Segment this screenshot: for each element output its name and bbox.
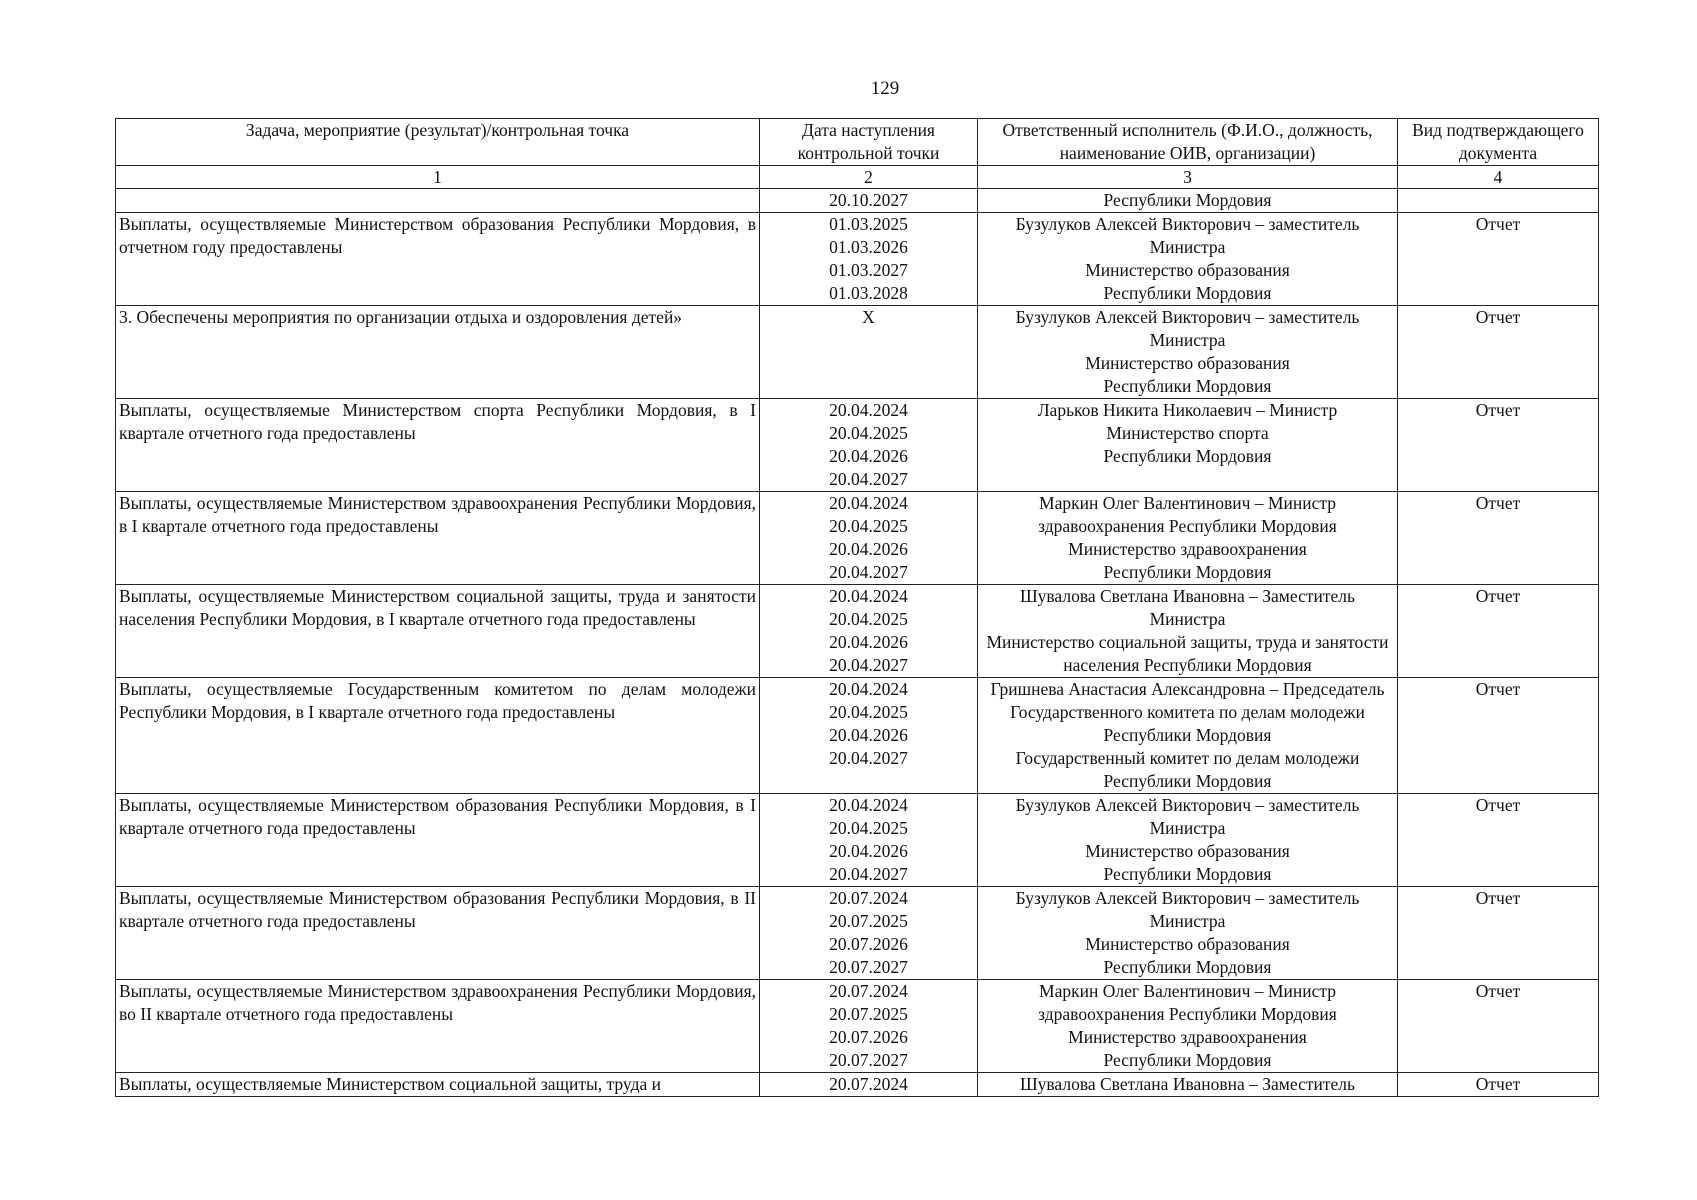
table-row: [116, 189, 1599, 213]
checkpoint-date: 20.04.2027: [829, 864, 908, 884]
checkpoint-date: 01.03.2028: [829, 283, 908, 303]
date-cell: [760, 189, 978, 213]
responsible-cell: [978, 585, 1398, 678]
responsible-line: Министерство образования: [1085, 353, 1290, 373]
responsible-line: Республики Мордовия: [1103, 864, 1272, 884]
responsible-cell: [978, 189, 1398, 213]
checkpoint-date: 20.04.2024: [829, 795, 908, 815]
column-number: 2: [760, 166, 978, 189]
task-cell: Выплаты, осуществляемые Министерством здравоохранения Республики Мордовия, во II квартале отчетного года предоставлены: [116, 980, 760, 1073]
responsible-line: Бузулуков Алексей Викторович – заместитель Министра: [1015, 795, 1360, 838]
header-date: Дата наступления контрольной точки: [760, 119, 978, 166]
checkpoint-date: 20.04.2025: [829, 423, 908, 443]
responsible-line: Министерство спорта: [1106, 423, 1269, 443]
responsible-cell: [978, 678, 1398, 794]
task-cell: Выплаты, осуществляемые Министерством социальной защиты, труда и занятости населения Республики Мордовия, в I квартале отчетного года предоставлены: [116, 585, 760, 678]
responsible-cell: [978, 887, 1398, 980]
checkpoint-date: 20.04.2026: [829, 632, 908, 652]
responsible-line: Республики Мордовия: [1103, 283, 1272, 303]
task-cell: Выплаты, осуществляемые Министерством спорта Республики Мордовия, в I квартале отчетного года предоставлены: [116, 399, 760, 492]
task-cell: [116, 189, 760, 213]
checkpoint-date: 20.04.2026: [829, 446, 908, 466]
page-number: 129: [870, 78, 900, 99]
column-number: 3: [978, 166, 1398, 189]
responsible-line: Министерство образования: [1085, 934, 1290, 954]
checkpoint-date: 20.04.2024: [829, 400, 908, 420]
table-header-row: [116, 119, 1599, 166]
document-type-cell: Отчет: [1398, 585, 1599, 678]
responsible-cell: [978, 980, 1398, 1073]
checkpoint-date: 20.04.2025: [829, 702, 908, 722]
table-row: [116, 213, 1599, 306]
checkpoint-date: 20.07.2027: [829, 1050, 908, 1070]
responsible-line: Бузулуков Алексей Викторович – заместитель Министра: [1015, 307, 1360, 350]
checkpoint-date: 20.04.2027: [829, 562, 908, 582]
header-document: Вид подтверждающего документа: [1398, 119, 1599, 166]
checkpoint-date: 20.07.2024: [829, 888, 908, 908]
checkpoint-date: 01.03.2026: [829, 237, 908, 257]
checkpoint-date: 20.04.2025: [829, 516, 908, 536]
table-row: [116, 1073, 1599, 1097]
date-cell: [760, 1073, 978, 1097]
responsible-line: Республики Мордовия: [1103, 446, 1272, 466]
checkpoint-date: 20.07.2026: [829, 1027, 908, 1047]
column-number: 4: [1398, 166, 1599, 189]
responsible-line: Бузулуков Алексей Викторович – заместитель Министра: [1015, 214, 1360, 257]
date-cell: [760, 794, 978, 887]
table-row: [116, 980, 1599, 1073]
responsible-line: Республики Мордовия: [1103, 562, 1272, 582]
document-type-cell: Отчет: [1398, 306, 1599, 399]
checkpoint-date: 01.03.2025: [829, 214, 908, 234]
document-type-cell: Отчет: [1398, 213, 1599, 306]
responsible-line: Республики Мордовия: [1103, 376, 1272, 396]
checkpoint-date: 20.04.2024: [829, 493, 908, 513]
checkpoint-date: 20.04.2024: [829, 679, 908, 699]
responsible-line: Республики Мордовия: [1103, 1050, 1272, 1070]
task-cell: Выплаты, осуществляемые Министерством социальной защиты, труда и: [116, 1073, 760, 1097]
checkpoint-date: 20.07.2024: [829, 981, 908, 1001]
responsible-line: Бузулуков Алексей Викторович – заместитель Министра: [1015, 888, 1360, 931]
checkpoint-date: 20.04.2025: [829, 818, 908, 838]
checkpoint-date: 20.07.2024: [829, 1074, 908, 1094]
table-row: [116, 794, 1599, 887]
task-cell: 3. Обеспечены мероприятия по организации отдыха и оздоровления детей»: [116, 306, 760, 399]
responsible-line: Маркин Олег Валентинович – Министр здравоохранения Республики Мордовия: [1038, 493, 1337, 536]
header-responsible: Ответственный исполнитель (Ф.И.О., должность, наименование ОИВ, организации): [978, 119, 1398, 166]
checkpoint-date: 20.04.2027: [829, 748, 908, 768]
responsible-line: Гришнева Анастасия Александровна – Председатель Государственного комитета по делам молодежи Республики Мордовия: [990, 679, 1385, 745]
responsible-line: Шувалова Светлана Ивановна – Заместитель: [1019, 1074, 1355, 1094]
table-row: [116, 399, 1599, 492]
responsible-line: Республики Мордовия: [1103, 957, 1272, 977]
date-cell: [760, 980, 978, 1073]
checkpoint-date: Х: [862, 307, 875, 327]
checkpoint-date: 20.04.2026: [829, 539, 908, 559]
responsible-cell: [978, 213, 1398, 306]
table-row: [116, 492, 1599, 585]
checkpoint-date: 20.07.2025: [829, 1004, 908, 1024]
task-cell: Выплаты, осуществляемые Государственным комитетом по делам молодежи Республики Мордовия, в I квартале отчетного года предоставлены: [116, 678, 760, 794]
task-cell: Выплаты, осуществляемые Министерством образования Республики Мордовия, в II квартале отчетного года предоставлены: [116, 887, 760, 980]
task-cell: Выплаты, осуществляемые Министерством образования Республики Мордовия, в отчетном году предоставлены: [116, 213, 760, 306]
table-row: [116, 678, 1599, 794]
checkpoint-date: 20.04.2027: [829, 469, 908, 489]
document-type-cell: Отчет: [1398, 1073, 1599, 1097]
table-row: [116, 887, 1599, 980]
checkpoint-date: 20.04.2024: [829, 586, 908, 606]
checkpoint-date: 20.07.2025: [829, 911, 908, 931]
table-row: [116, 306, 1599, 399]
date-cell: [760, 678, 978, 794]
responsible-cell: [978, 794, 1398, 887]
checkpoint-date: 01.03.2027: [829, 260, 908, 280]
responsible-line: Республики Мордовия: [1103, 771, 1272, 791]
date-cell: [760, 306, 978, 399]
date-cell: [760, 887, 978, 980]
responsible-line: Министерство здравоохранения: [1068, 1027, 1307, 1047]
document-type-cell: Отчет: [1398, 399, 1599, 492]
task-cell: Выплаты, осуществляемые Министерством образования Республики Мордовия, в I квартале отчетного года предоставлены: [116, 794, 760, 887]
document-type-cell: Отчет: [1398, 678, 1599, 794]
date-cell: [760, 213, 978, 306]
responsible-line: Республики Мордовия: [1103, 190, 1272, 210]
checkpoint-date: 20.04.2027: [829, 655, 908, 675]
checkpoint-date: 20.04.2026: [829, 841, 908, 861]
responsible-line: Шувалова Светлана Ивановна – Заместитель Министра: [1019, 586, 1355, 629]
date-cell: [760, 492, 978, 585]
responsible-line: Маркин Олег Валентинович – Министр здравоохранения Республики Мордовия: [1038, 981, 1337, 1024]
checkpoint-date: 20.07.2026: [829, 934, 908, 954]
responsible-line: Министерство образования: [1085, 841, 1290, 861]
checkpoint-date: 20.04.2026: [829, 725, 908, 745]
date-cell: [760, 399, 978, 492]
responsible-cell: [978, 399, 1398, 492]
checkpoint-date: 20.10.2027: [829, 190, 908, 210]
table-body: [116, 189, 1599, 1097]
date-cell: [760, 585, 978, 678]
checkpoint-table: [115, 118, 1599, 1097]
responsible-line: Министерство социальной защиты, труда и занятости населения Республики Мордовия: [986, 632, 1389, 675]
document-type-cell: Отчет: [1398, 887, 1599, 980]
responsible-line: Государственный комитет по делам молодежи: [1015, 748, 1360, 768]
checkpoint-date: 20.07.2027: [829, 957, 908, 977]
responsible-cell: [978, 1073, 1398, 1097]
header-task: Задача, мероприятие (результат)/контрольная точка: [116, 119, 760, 166]
responsible-line: Министерство образования: [1085, 260, 1290, 280]
column-number: 1: [116, 166, 760, 189]
column-number-row: [116, 166, 1599, 189]
task-cell: Выплаты, осуществляемые Министерством здравоохранения Республики Мордовия, в I квартале отчетного года предоставлены: [116, 492, 760, 585]
table-row: [116, 585, 1599, 678]
responsible-cell: [978, 306, 1398, 399]
document-type-cell: Отчет: [1398, 492, 1599, 585]
responsible-line: Министерство здравоохранения: [1068, 539, 1307, 559]
document-type-cell: Отчет: [1398, 794, 1599, 887]
document-type-cell: Отчет: [1398, 980, 1599, 1073]
document-type-cell: [1398, 189, 1599, 213]
responsible-cell: [978, 492, 1398, 585]
responsible-line: Ларьков Никита Николаевич – Министр: [1037, 400, 1338, 420]
checkpoint-date: 20.04.2025: [829, 609, 908, 629]
